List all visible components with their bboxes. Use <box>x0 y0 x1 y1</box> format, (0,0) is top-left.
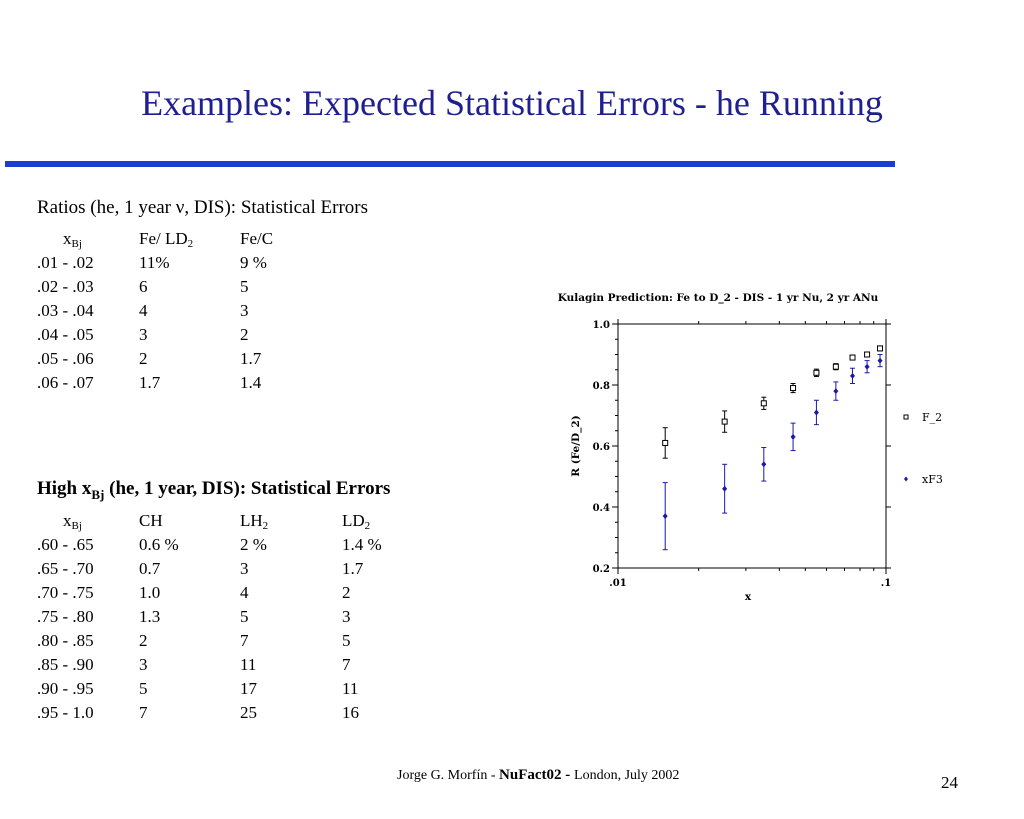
ch-value: 0.6 % <box>139 535 179 554</box>
fe-c-value: 5 <box>240 277 249 296</box>
x-range: .95 - 1.0 <box>37 703 94 722</box>
lh2-value: 17 <box>240 679 257 698</box>
f2-point <box>791 386 796 391</box>
y-tick-label: 0.2 <box>592 564 610 575</box>
chart-legend <box>904 411 943 486</box>
lh2-value: 5 <box>240 607 249 626</box>
ld2-value: 3 <box>342 607 351 626</box>
footer-author: Jorge G. Morfín - <box>397 768 500 783</box>
fe-c-value: 1.7 <box>240 349 262 368</box>
x-range: .65 - .70 <box>37 559 94 578</box>
header-lh2: $LH_2$ <box>240 511 269 532</box>
fe-c-value: 2 <box>240 325 249 344</box>
x-range: .90 - .95 <box>37 679 94 698</box>
header-fe-ld2: Fe/ $LD_2$ <box>139 229 194 250</box>
header-ld2: $LD_2$ <box>342 511 371 532</box>
ch-value: 7 <box>139 703 148 722</box>
f2-point <box>722 419 727 424</box>
xf3-point <box>663 513 668 519</box>
xf3-point <box>722 486 727 492</box>
x-tick-label: .1 <box>880 578 892 589</box>
ld2-value: 2 <box>342 583 351 602</box>
plot-frame <box>618 324 886 568</box>
f2-point <box>833 364 838 369</box>
f2-point <box>865 352 870 357</box>
f2-point <box>663 440 668 445</box>
fe-ld2-value: 3 <box>139 325 148 344</box>
xf3-point <box>850 373 855 379</box>
lh2-value: 3 <box>240 559 249 578</box>
ratio-chart <box>548 284 968 614</box>
y-tick-label: 0.6 <box>592 442 610 453</box>
ld2-value: 16 <box>342 703 359 722</box>
xf3-point <box>833 388 838 394</box>
plot-border <box>618 324 886 568</box>
f2-point <box>761 401 766 406</box>
lh2-value: 2 % <box>240 535 267 554</box>
legend-label: F_2 <box>922 411 943 424</box>
xf3-point <box>814 409 819 415</box>
x-range: .70 - .75 <box>37 583 94 602</box>
ld2-value: 1.4 % <box>342 535 382 554</box>
f2-point <box>850 355 855 360</box>
header-xbj: $x_{Bj}$ <box>63 511 82 532</box>
x-range: .06 - .07 <box>37 373 94 392</box>
xf3-point <box>791 434 796 440</box>
ld2-value: 5 <box>342 631 351 650</box>
lh2-value: 4 <box>240 583 249 602</box>
xf3-point <box>761 461 766 467</box>
fe-c-value: 3 <box>240 301 249 320</box>
xf3-point <box>865 364 870 370</box>
chart-title: Kulagin Prediction: Fe to D_2 - DIS - 1 yr Nu, 2 yr ANu <box>557 292 879 304</box>
ch-value: 0.7 <box>139 559 161 578</box>
ch-value: 1.3 <box>139 607 161 626</box>
x-axis-label: x <box>744 591 752 603</box>
high-x-heading: High $x_{Bj}$ (he, 1 year, DIS): Statistical Errors <box>37 478 391 502</box>
ch-value: 1.0 <box>139 583 161 602</box>
ch-value: 2 <box>139 631 148 650</box>
title-divider <box>5 161 895 167</box>
axis-ticks <box>593 319 892 589</box>
ld2-value: 11 <box>342 679 359 698</box>
x-range: .80 - .85 <box>37 631 94 650</box>
x-range: .03 - .04 <box>37 301 94 320</box>
x-range: .60 - .65 <box>37 535 94 554</box>
x-range: .85 - .90 <box>37 655 94 674</box>
x-range: .04 - .05 <box>37 325 94 344</box>
fe-ld2-value: 6 <box>139 277 148 296</box>
header-ch: CH <box>139 511 163 530</box>
fe-ld2-value: 2 <box>139 349 148 368</box>
x-tick-label: .01 <box>609 578 627 589</box>
fe-ld2-value: 11% <box>139 253 170 272</box>
ratios-heading: Ratios (he, 1 year ν, DIS): Statistical Errors <box>37 197 368 218</box>
header-fe-c: Fe/C <box>240 229 274 248</box>
page-number: 24 <box>941 773 958 792</box>
header-xbj: $x_{Bj}$ <box>63 229 82 250</box>
footer-conference: NuFact02 - <box>499 767 575 783</box>
legend-label: xF3 <box>922 473 943 486</box>
footer <box>397 767 679 784</box>
lh2-value: 11 <box>240 655 257 674</box>
lh2-value: 7 <box>240 631 249 650</box>
x-range: .01 - .02 <box>37 253 94 272</box>
f2-point <box>814 370 819 375</box>
fe-c-value: 9 % <box>240 253 267 272</box>
x-range: .75 - .80 <box>37 607 94 626</box>
y-tick-label: 0.8 <box>592 381 610 392</box>
y-axis-label: R (Fe/D_2) <box>570 415 582 477</box>
ld2-value: 7 <box>342 655 351 674</box>
slide-title: Examples: Expected Statistical Errors - he Running <box>141 83 883 123</box>
footer-location: London, July 2002 <box>574 768 680 783</box>
xf3-point <box>878 358 883 364</box>
fe-ld2-value: 1.7 <box>139 373 161 392</box>
legend-xf3-marker <box>904 477 908 482</box>
y-tick-label: 0.4 <box>592 503 610 514</box>
y-tick-label: 1.0 <box>592 320 610 331</box>
legend-f2-marker <box>904 415 908 419</box>
ch-value: 5 <box>139 679 148 698</box>
data-points <box>663 346 883 550</box>
ch-value: 3 <box>139 655 148 674</box>
fe-c-value: 1.4 <box>240 373 262 392</box>
x-range: .05 - .06 <box>37 349 94 368</box>
f2-point <box>878 346 883 351</box>
ld2-value: 1.7 <box>342 559 364 578</box>
lh2-value: 25 <box>240 703 257 722</box>
x-range: .02 - .03 <box>37 277 94 296</box>
fe-ld2-value: 4 <box>139 301 148 320</box>
